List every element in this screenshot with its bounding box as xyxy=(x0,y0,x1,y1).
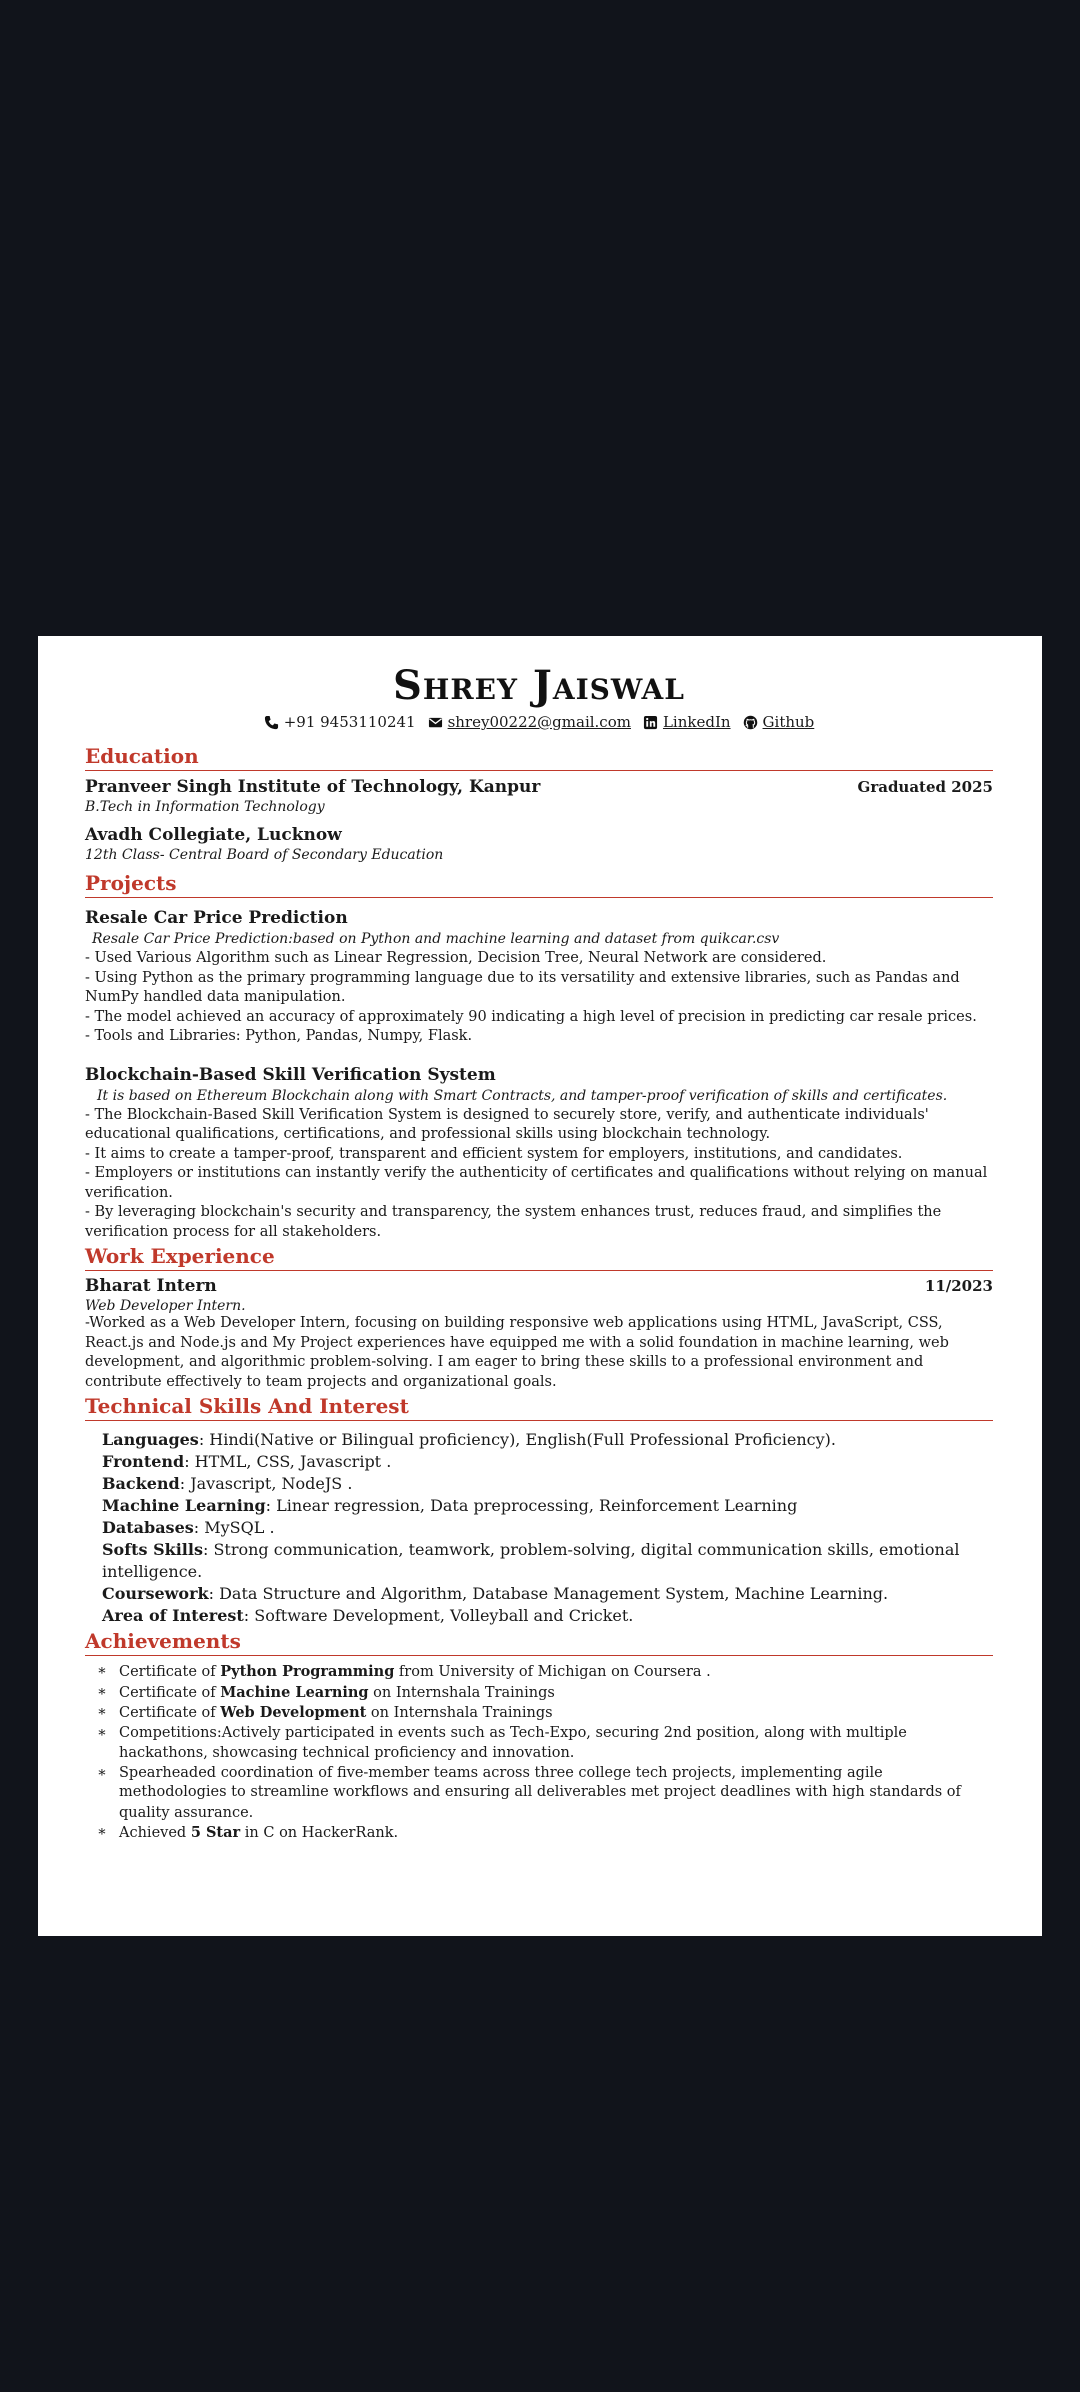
skill-row xyxy=(102,1539,993,1583)
project-bullet: - Used Various Algorithm such as Linear Regression, Decision Tree, Neural Network are considered. xyxy=(85,950,827,966)
achievement-item: ∗ Certificate of Web Development on Internshala Trainings xyxy=(97,1703,993,1724)
skill-label: Machine Learning xyxy=(102,1496,266,1515)
skill-label: Databases xyxy=(102,1518,194,1537)
work-date: 11/2023 xyxy=(924,1277,993,1295)
work-description: -Worked as a Web Developer Intern, focusing on building responsive web applications using HTML, JavaScript, CSS, React.js and Node.js and My Project experiences have equipped me with a solid foundation in machine learning, web development, and algorithmic problem-solving. I am eager to bring these skills to a professional environment and contribute effectively to team projects and organizational goals. xyxy=(85,1315,949,1390)
graduation-date: Graduated 2025 xyxy=(857,778,993,796)
education-section xyxy=(85,744,993,863)
github-icon xyxy=(743,715,758,730)
achievements-list xyxy=(85,1662,993,1844)
project-entry xyxy=(85,1065,993,1243)
phone-contact xyxy=(264,712,416,732)
degree: B.Tech in Information Technology xyxy=(85,799,325,815)
skill-label: Area of Interest xyxy=(102,1606,244,1625)
skill-row xyxy=(102,1495,993,1517)
contact-bar xyxy=(85,712,993,732)
achievement-item: ∗ Achieved 5 Star in C on HackerRank. xyxy=(97,1823,993,1844)
project-bullet: - Tools and Libraries: Python, Pandas, Numpy, Flask. xyxy=(85,1028,473,1044)
work-section xyxy=(85,1244,993,1392)
project-subtitle: Resale Car Price Prediction:based on Python and machine learning and dataset from quikcar.csv xyxy=(92,931,780,947)
achievement-item: ∗ Certificate of Python Programming from University of Michigan on Coursera . xyxy=(97,1662,993,1683)
email-contact[interactable] xyxy=(428,712,631,732)
project-subtitle: It is based on Ethereum Blockchain along with Smart Contracts, and tamper-proof verification of skills and certificates. xyxy=(97,1087,948,1104)
achievement-item: ∗ Competitions:Actively participated in events such as Tech-Expo, securing 2nd position, along with multiple hackathons, showcasing technical proficiency and innovation. xyxy=(97,1724,993,1764)
achievements-section xyxy=(85,1629,993,1844)
project-bullet: - By leveraging blockchain's security and transparency, the system enhances trust, reduces fraud, and simplifies the verification process for all stakeholders. xyxy=(85,1204,942,1240)
skills-section xyxy=(85,1394,993,1627)
school-name: Avadh Collegiate, Lucknow xyxy=(85,825,342,845)
resume-content xyxy=(85,664,993,1844)
resume-page xyxy=(38,636,1042,1936)
project-entry xyxy=(85,908,993,1047)
skill-label: Frontend xyxy=(102,1452,185,1471)
project-bullet: - Using Python as the primary programming language due to its versatility and extensive libraries, such as Pandas and NumPy handled data manipulation. xyxy=(85,969,960,1005)
skills-list xyxy=(85,1429,993,1627)
project-name: Blockchain-Based Skill Verification System xyxy=(85,1064,496,1085)
skill-label: Backend xyxy=(102,1474,180,1493)
project-bullet: - The Blockchain-Based Skill Verification System is designed to securely store, verify, and authenticate individuals' educational qualifications, certifications, and professional skills using blockchain technology. xyxy=(85,1106,929,1142)
email-link[interactable]: shrey00222@gmail.com xyxy=(447,713,631,731)
skill-value: : Linear regression, Data preprocessing, Reinforcement Learning xyxy=(265,1496,798,1515)
section-title-work: Work Experience xyxy=(85,1244,993,1271)
github-link[interactable]: Github xyxy=(762,713,815,731)
section-title-education: Education xyxy=(85,744,993,771)
achievement-item: ∗ Spearheaded coordination of five-member teams across three college tech projects, implementing agile methodologies to streamline workflows and ensuring all deliverables met project deadlines with high standards of quality assurance. xyxy=(97,1764,993,1824)
github-contact[interactable] xyxy=(743,712,815,732)
envelope-icon xyxy=(428,715,443,730)
skill-label: Languages xyxy=(102,1430,199,1449)
project-bullet: - The model achieved an accuracy of approximately 90 indicating a high level of precision in predicting car resale prices. xyxy=(85,1008,977,1025)
work-role: Web Developer Intern. xyxy=(85,1298,246,1314)
project-name: Resale Car Price Prediction xyxy=(85,908,348,928)
skill-row xyxy=(102,1451,993,1473)
projects-section xyxy=(85,871,993,1242)
linkedin-icon xyxy=(643,715,658,730)
skill-label: Coursework xyxy=(102,1584,209,1603)
school-name: Pranveer Singh Institute of Technology, Kanpur xyxy=(85,777,541,797)
degree: 12th Class- Central Board of Secondary Education xyxy=(85,847,444,863)
skill-value: : Javascript, NodeJS . xyxy=(179,1474,353,1493)
company-name: Bharat Intern xyxy=(85,1276,217,1296)
project-bullet: - It aims to create a tamper-proof, transparent and efficient system for employers, institutions, and candidates. xyxy=(85,1145,903,1162)
skill-value: : Software Development, Volleyball and Cricket. xyxy=(243,1606,634,1625)
section-title-projects: Projects xyxy=(85,871,993,898)
skill-value: : MySQL . xyxy=(193,1518,275,1537)
section-title-achievements: Achievements xyxy=(85,1629,993,1656)
project-bullet: - Employers or institutions can instantly verify the authenticity of certificates and qualifications without relying on manual verification. xyxy=(85,1165,988,1201)
skill-value: : HTML, CSS, Javascript . xyxy=(184,1452,392,1471)
skill-row xyxy=(102,1517,993,1539)
skill-label: Softs Skills xyxy=(102,1540,203,1559)
work-entry xyxy=(85,1276,993,1392)
skill-row xyxy=(102,1429,993,1451)
skill-row xyxy=(102,1473,993,1495)
phone-number: +91 9453110241 xyxy=(283,713,416,731)
education-entry xyxy=(85,825,993,863)
skill-row xyxy=(102,1583,993,1605)
skill-row xyxy=(102,1605,993,1627)
phone-icon xyxy=(264,715,279,730)
linkedin-link[interactable]: LinkedIn xyxy=(662,713,731,731)
education-entry xyxy=(85,777,993,815)
linkedin-contact[interactable] xyxy=(643,712,731,732)
skill-value: : Strong communication, teamwork, problem-solving, digital communication skills, emotional intelligence. xyxy=(102,1540,960,1581)
resume-name: Shrey Jaiswal xyxy=(393,662,685,709)
skill-value: : Hindi(Native or Bilingual proficiency), English(Full Professional Proficiency). xyxy=(198,1430,836,1449)
achievement-item: ∗ Certificate of Machine Learning on Internshala Trainings xyxy=(97,1683,993,1704)
skill-value: : Data Structure and Algorithm, Database Management System, Machine Learning. xyxy=(208,1584,889,1603)
section-title-skills: Technical Skills And Interest xyxy=(85,1394,993,1421)
